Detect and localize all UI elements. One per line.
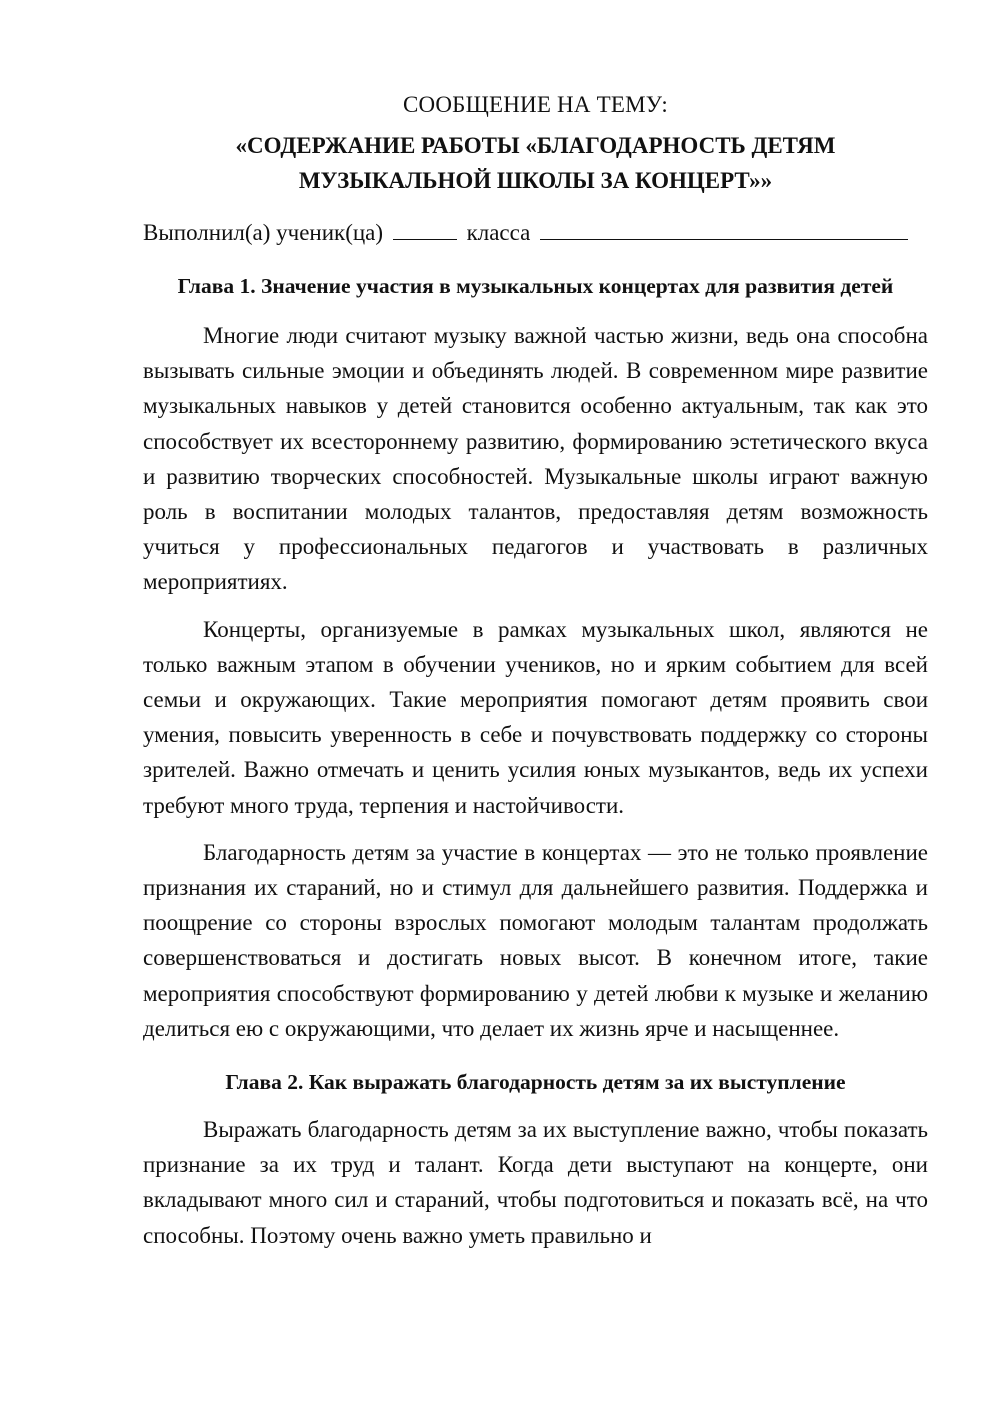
student-name-blank bbox=[540, 217, 908, 240]
chapter-1-heading: Глава 1. Значение участия в музыкальных концертах для развития детей bbox=[177, 274, 894, 298]
document-title bbox=[143, 128, 928, 198]
author-line bbox=[143, 216, 928, 250]
document-topic-label: СООБЩЕНИЕ НА ТЕМУ: bbox=[403, 92, 668, 117]
chapter-2-paragraph-1: Выражать благодарность детям за их выступление важно, чтобы показать признание за их труд и талант. Когда дети выступают на концерте, они вкладывают много сил и стараний, чтобы подготовиться и показать всё, на что способны. Поэтому очень важно уметь правильно и bbox=[143, 1117, 928, 1248]
class-number-blank bbox=[393, 217, 457, 240]
document-page bbox=[143, 88, 928, 1253]
author-label: Выполнил(а) ученик(ца) bbox=[143, 220, 384, 245]
class-label: класса bbox=[466, 220, 531, 245]
document-title-line-1: «СОДЕРЖАНИЕ РАБОТЫ «БЛАГОДАРНОСТЬ ДЕТЯМ bbox=[235, 133, 836, 158]
document-title-line-2: МУЗЫКАЛЬНОЙ ШКОЛЫ ЗА КОНЦЕРТ»» bbox=[298, 168, 773, 193]
chapter-1-paragraph-1: Многие люди считают музыку важной частью жизни, ведь она способна вызывать сильные эмоции и объединять людей. В современном мире развитие музыкальных навыков у детей становится особенно актуальным, так как это способствует их всестороннему развитию, формированию эстетического вкуса и развитию творческих способностей. Музыкальные школы играют важную роль в воспитании молодых талантов, предоставляя детям возможность учиться у профессиональных педагогов и участвовать в различных мероприятиях. bbox=[143, 323, 928, 595]
chapter-1-paragraph-2: Концерты, организуемые в рамках музыкальных школ, являются не только важным этапом в обучении учеников, но и ярким событием для всей семьи и окружающих. Такие мероприятия помогают детям проявить свои умения, повысить уверенность в себе и почувствовать поддержку со стороны зрителей. Важно отмечать и ценить усилия юных музыкантов, ведь их успехи требуют много труда, терпения и настойчивости. bbox=[143, 616, 928, 818]
chapter-1-paragraph-3: Благодарность детям за участие в концертах — это не только проявление признания их стараний, но и стимул для дальнейшего развития. Поддержка и поощрение со стороны взрослых помогают молодым талантам продолжать совершенствоваться и достигать новых высот. В конечном итоге, такие мероприятия способствуют формированию у детей любви к музыке и желанию делиться ею с окружающими, что делает их жизнь ярче и насыщеннее. bbox=[143, 839, 928, 1041]
chapter-2-heading: Глава 2. Как выражать благодарность детям за их выступление bbox=[225, 1070, 846, 1095]
